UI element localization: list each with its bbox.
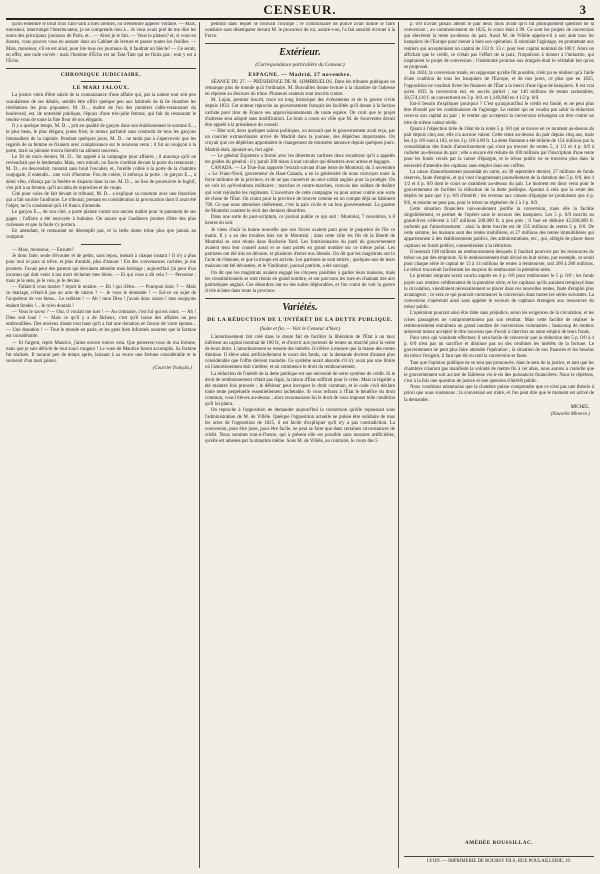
paragraph: Cité pour voies de fait devant le tribunal, M. D... a expliqué sa conduite avec une franchise qui a fait sourire l'auditoire. Le tribunal, prenant en considération la provocation dont il avait été l'objet, ne l'a condamné qu'à 16 francs d'amende. (6, 191, 196, 210)
paragraph: Le premier emprunt serait conclu auprès en 4 p. 0/0 pour rembourser le 5 p. 0/0 ; les fonds payés aux rentiers créditeraient de la première série, et les capitaux qu'ils auraient remployé dans la circulation, viendraient nécessairement se placer dans ces nouvelles rentes, faute d'emploi plus avantageux ; ce sera ce qui pourrait commencer la conversion dans toutes les séries suivantes. La conversion s'opérerait ainsi sans appeler le secours de capitaux étrangers aux ressources du trésor public. (404, 274, 594, 311)
paragraph: La justice vient d'être saisie de la connaissance d'une affaire qui, par la nature tout soit peu scandaleuse de ses détails, semble être offrir quelque peu aux habitués de la 6e chambre les révélations les plus piquantes. M. D..., maître de l'un des premiers cafés-restaurants du boulevard, est, de notoriété publique, l'époux d'une très-jolie femme, qui fait du restaurant le rendez-vous de toute la fine fleur de nos élégants. (6, 93, 196, 124)
paragraph: Je donc faite, seule d'écouter et de petits, sans repos, menait à chaque instant ! Il n'y a plus pour moi ni paix ni trêve, et plus d'amitié, plus d'amour ! Est des convenances cachées, je me promets. J'avais peur des parents qui devraient attendre mon héritage ; aujourd'hui j'ai peur d'un inconnu qui doit venir à ma mort réclamer mes biens. — Et qui vous a dit cela ? — Personne ; mais je le sens, je le vois, je le devine. (6, 254, 196, 284)
paragraph: Nous voudrions néanmoins que la chambre puisse comprendre que ce n'est pas une théorie à priori que nous soutenons ; la conversion est mûre, et l'on peut dire que le moment est arrivé de la demander. (404, 385, 594, 403)
gerant-name: AMÉDÉE ROUSSILLAC. (464, 840, 534, 846)
article-source: (Nouvelle Minerve.) (550, 411, 590, 417)
paragraph: — Fallait-il vous marier ? reprit le notaire. — Eh ! qui d'être... — Pourquoi donc ? — Mais ce mariage, n'était-il pas un acte de raison ? — Je vous le demande ! — Est-ce un sujet de l'acquéreur de vos biens... Le scélérat ! — Ah ! mon Dieu ! j'avais donc raison ! mes soupçons étaient fondés !... Je m'en doutais ! (6, 285, 196, 309)
paragraph: Quant à l'objection tirée de l'état de la rente 5 p. 0/0 qui se trouve en ce moment au-dessus du pair depuis cinq ans, elle n'a aucune valeur. Cette rente au-dessus du pair depuis cinq ans, mais les 4 p. 0/0 sont à 102, et les 3 p. 0/0 à 80 fr. La dette flottante a été réduite de 154 millions par la consolidation des fonds d'amortissement qui n'ont pu trouver de rentes 5, 4 1/2 et 4 p. 0/0 à racheter au-dessous du pair ; elle a encore été réduite de 100 millions par l'inscription d'une rente pour les fonds versés par la caisse d'épargne, et le trésor public ne se trouvera plus dans la nécessité d'attendre des capitaux sans emploi dans ses coffres. (404, 126, 594, 169)
printer-imprint: LYON. — IMPRIMERIE DE BOURSY FILS, RUE POULAILLERIE, 19. (404, 856, 594, 864)
paragraph: En attendant, le restaurant ne désemplit pas, et la belle dame trône plus que jamais au comptoir. (6, 228, 196, 240)
paragraph: SÉANCE DU 27. — PRÉSIDENCE DE M. SOMBRUELOS. Dans les tribunes publiques on remarque plus de monde qu'à l'ordinaire. M. Bravailles donne lecture à la chambre de l'adresse en réponse au discours du trône. Plusieurs orateurs sont inscrits contre. (205, 79, 395, 98)
article-signature: MICHEL. (570, 404, 590, 410)
paragraph: La caisse d'amortissement possédait en outre, au 30 septembre dernier, 27 millions de fonds réservés, faute d'emploi, et qui vont s'augmentant journellement de la dotation des 5 p. 0/0, des 4 1/2 et 4 p. 0/0 dont le cours se maintient au-dessus du pair. Le moment est donc venu pour le gouvernement de faciliter la réduction de la dette publique. Ajoutez à cela que la rente des dépôts ne paie que 3 p. 0/0 d'intérêt ; les revenus aux caisses d'épargne ne produisent que 4 p. 0/0, et ensuite ne peut pas, pour le trésor se régénérer de 2 à 3 p. 0/0. (404, 169, 594, 206)
column-2 (205, 22, 395, 872)
paragraph: M. Lujan, premier inscrit, trace un long historique des événements et de la guerre civile depuis 1833. Cet orateur reproche au gouvernement français les facilités qu'il donne à la faction carliste pour tirer de France ses approvisionnements de toute espèce. On croit que le projet d'adresse sera adopté sans modification. Le bruit a couru en ville que M. de Sourvestes devait être appelé à la présidence du conseil. (205, 98, 395, 128)
paragraph: p. 0/0 n'avait jamais atteint le pair deux mois avant qu'il fût publiquement question de la conversion ; au commencement de 1825, le cours était à 99. Ce sont les projets de conversion qui élevèrent la rente au-dessus du pair. Aussi M. de Villèle appela-t-il à son aide tous les banquiers de l'Europe pour mener à bien son opération. Il stimulait l'agiotage, en promettant aux rentiers qui accepteraient un capital de 133 fr. 33 c. pour leur capital nominal de 100 f. Alors on affichait que le crédit, ce n'était pas l'effort de la paix, l'impulsion à donner à l'industrie, qui inspiraient le projet de conversion ; l'indemnité promise aux émigrés était le véritable but qu'on se proposait. (404, 22, 594, 71)
section-heading-judiciaire: CHRONIQUE JUDICIAIRE. (60, 72, 142, 79)
paragraph: On dit que les magistrats avaient engagé les citoyens paisibles à garder leurs maisons, mais les constitutionnels se sont réunis en grand nombre, et ont parcouru les rues en chantant des airs patriotiques anglais. Ces désordres ont eu des suites déplorables, et l'on craint de voir la guerre civile éclater dans toute la province. (205, 270, 395, 295)
section-rule (205, 43, 395, 44)
correspondence-note: (Correspondance particulière du Censeur.) (255, 62, 345, 69)
paragraph: — Vous le savez ? — Oui, il voulait me tuer ! — Au contraire, c'est lui qui est mort. — Ah ! Dieu soit loué ! — Mais ce qu'il y a de fâcheux, c'est qu'il laisse des affaires un peu embrouillées. Des envieux disent tout haut qu'il a fait une donation en faveur de votre épouse... — Une donation ! — Tout le monde en parle, et les gens bien informés assurent que la fortune est considérable. (6, 309, 196, 340)
paragraph: Dans une sorte de post-scriptum, ce journal publie ce qui suit : Montréal, 7 novembre, à 8 heures du soir. (205, 215, 395, 227)
paragraph: Le 30 du mois dernier, M. D... fut appelé à la campagne pour affaires ; il annonça qu'il ne reviendrait que le lendemain. Mais, vers minuit, un fiacre s'arrêtait devant la porte du restaurant ; M. D... en descendait, montait sans bruit l'escalier, et, l'oreille collée à la porte de la chambre conjugale, il entendit... une voix d'homme. Fou de colère, il enfonça la porte : le garçon E..., à demi vêtu, s'élança par la fenêtre et disparut dans la rue. M. D..., au lieu de poursuivre le fugitif, s'en prit à sa femme, qu'il accabla de reproches et de coups. (6, 154, 196, 191)
paragraph: Cette situation financière non-seulement justifie la conversion, mais elle la facilite singulièrement, et permet de l'opérer sans le secours des banquiers. Les 5 p. 0/0 inscrits au grand-livre s'élèvent à 147 millions 500,000 fr. à peu près ; il faut en déduire 43,560,000 fr. rachetés par l'amortissement : ainsi la dette inscrite est de 135 millions de rentes 5 p. 0/0. De cette somme, les maisons sont des rentes mobilières, et 27 millions des rentes immobilières qui appartiennent à des établissements publics, des administrations, etc., qui, obligés de placer leurs capitaux en fonds publics, consentiraient à la réduction. (404, 206, 594, 249)
paragraph: qu'on entendre le bruit d'un Tam-Tam à mes oreilles, ou d'entendre appeler Voltaire. — Mais, monsieur, interrompit l'interlocuteur, je ne comprends rien à... Je vous avais prié de me dire les noms des principaux journaux de Paris, et... — Ainsi je le fais. — Vous le plaisez? et, si vous en doutez, vous pouvez vous en assurer dans un Cabinet de lecture et passer toutes les feuilles. — Mais, monsieur, s'il en est ainsi, pour lire tous ces journaux-là, il faudrait un Siècle? — Ce serait, en effet, une rude corvée ; mais l'homme d'Écho est un Tam-Tam qui ne finira pas ; tout y est à l'Écho. (6, 22, 196, 64)
paragraph: — Hier soir, deux quelques salons politiques, on assurait que le gouvernement avait reçu, par un courrier extraordinaire arrivé de Madrid dans la journée, des dépêches importantes. On croyait que ces dépêches apportaient le changement de ministère annoncé depuis quelques jours. Madrid était, ajoutait-on, fort agité. (205, 129, 395, 153)
page-number: 3 (579, 2, 586, 17)
paragraph: L'opération pourrait ainsi être faite sans préjudice, selon les exigences de la circulation, et les crises passagères ne compromettraient pas son résultat. Mais cette facilité de réaliser le remboursement entraînera un grand nombre de conversions volontaires ; beaucoup de rentiers aimeront mieux accepter le titre nouveau que d'avoir à chercher un autre emploi de leurs fonds. (404, 311, 594, 335)
paragraph: — Le général Espartero a formé avec les déserteurs carlistes deux escadrons qu'il a appelés les guides du général ; il y paraît 300 réaux à tout cavalier qui désertera avec armes et bagages. (205, 153, 395, 165)
paragraph: Il y a quelque temps, M. D..., prit en qualité de garçon dans son établissement le nommé E..., le plus beau, le plus élégant, jeune frisé, le mieux parfumé sans contredit de tous les garçons limonadiers de la capitale. Pendant quelques jours, M. D... ne tarda pas à s'apercevoir que les regards de sa femme se fixaient avec complaisance sur le nouveau venu ; il fut un soupçon à la porte, mais sa jalousie trouva bientôt un aliment nouveau. (6, 124, 196, 154)
paragraph: Je viens d'ouïr la bonne nouvelle que nos forces avaient paru pour le paquebot de l'île ce matin. Il y a eu des troubles hier sur le Montréal ; dans cette ville les fils de la liberté de Montréal se sont réunis dans Rockerie Yard. Les fonctionnaires du parti du gouvernement avaient tenu leur conseil aussi et se sont portés en grand nombre sur ce même point. Les patriotes ont été mis en déroute, et plusieurs d'entre eux blessés. On dit que les magistrats ont lu l'acte de l'émeute, et que la troupe est arrivée. Les patriotes se sont retirés ; quelques-uns de leurs maisons ont été dévastées, et le Vindicator, journal patriote, a été saccagé. (205, 227, 395, 270)
top-rule (6, 18, 594, 20)
paragraph: Tant que l'opinion publique ne se sera pas prononcée, dans le sens de la justice, et tant que les chambres n'auront pas manifesté la volonté de mettre fin à cet abus, nous aurons à craindre que le gouvernement soit accusé de faiblesse vis-à-vis des puissances financières. Nous le répétons, c'est à la fois une question de justice et une question d'intérêt public. (404, 360, 594, 385)
section-rule (81, 81, 121, 82)
masthead (10, 0, 590, 18)
paragraph: CANADA. — Le True-Sun rapporte l'extrait suivant d'une lettre de Montréal, du 3 novembre : « Le Franc-Nord, gouverneur du Haut-Canada, a en la générosité de nous convoyer toute la force militaire de la province, et de ne pas conserver au seul soldat anglais pour la protéger. On ne voit ici qu'évolutions militaires ; marches et contre-marches, convois des soldats de théâtre qui vont rejoindre les régiments. L'ouverture de cette campagne va pour armer contre une sorte de chose de l'État. On craint pour la province de trouver comme en un compte déjà un bâtiment 700. Ce que nous attendons réellement, c'est la paix civile et un bon gouvernement. La gazette de Montréal contient le récit des derniers désordres. (205, 165, 395, 215)
section-rule (205, 298, 395, 299)
paragraph: La réduction de l'intérêt de la dette publique est une nécessité de notre système de crédit. Si le droit de remboursement n'était pas légal, la raison d'État suffirait pour le créer. Mais la légalité a été maintes fois prouvée ; le débiteur peut invoquer le droit commun, et le code civil déclare toute rente perpétuelle essentiellement rachetable. Si vous refusez à l'État le bénéfice du droit commun, vous l'élevez au-dessus ; alors reconnaissez-lui le droit de vous imposer telle condition qu'il lui plaira. (205, 371, 395, 408)
paragraph: Le garçon E..., de son côté, a porté plainte contre son ancien maître pour le paiement de ses gages ; l'affaire a été renvoyée à huitaine. On assure que l'audience promet d'être des plus curieuses et que la foule s'y portera. (6, 210, 196, 228)
paragraph: L'amortissement fait créé dans le doute fait de faciliter la libération de l'État à un taux inférieur au capital nominal de 100 fr., et d'ouvrir aux porteurs de rentes un marché pour la vente de leurs titres. L'amortissement se ressent des intérêts. Il s'élève à mesure que la masse des rentes diminue. Il élève ainsi artificiellement le cours des fonds, car la demande devient d'autant plus considérable que l'offre devient moindre. Ce système serait absurde s'il n'y avait pas une limite où l'amortissement doit s'arrêter, et où commence le droit du remboursement. (205, 334, 395, 371)
dateline-espagne: ESPAGNE. — Madrid, 27 novembre. (248, 71, 352, 78)
column-1 (6, 22, 196, 872)
article-subheading: (Suite et fin. — Voir le Censeur d'hier.) (259, 326, 341, 333)
paragraph: pétition dans lequel se trouvait l'inculpé ; le commissaire de police avait donné le faire conduire sans désemparer devant M. le procureur du roi, assuré-t-on, l'a fait aussitôt écrouer à la Force. (205, 22, 395, 40)
section-rule (81, 244, 121, 245)
column-divider-1 (199, 22, 200, 868)
paragraph: On reproche à l'opposition de demander aujourd'hui la conversion qu'elle repoussait sous l'administration de M. de Villèle. Quelque l'opposition actuelle ne puisse être solidaire de tous les actes de l'opposition de 1825, il est facile d'expliquer qu'il n'y a pas contradiction. La conversion, pour être juste, pour être facile, ne peut se faire que dans certaines circonstances de crédit. Nous sommes tout-à-l'heure, qui à présent elle est possible sans mesures artificielles, qu'elle est amenée par la situation même. Sous M. de Villèle, au contraire, le cours des 5 (205, 408, 395, 445)
newspaper-title: CENSEUR. (263, 2, 337, 17)
paragraph: — Et l'argent, reprit Maurice, j'aime encore mieux cela. Que penserez-vous de ma fortune, mais que je suis délivré de tout souci rongeur ! Le voeu de Maurice furent accomplis. Sa fortune fut réalisée. Il mourut peu de temps après, laissant à sa veuve une fortune considérable et le souvenir d'un mari jaloux. (6, 340, 196, 364)
section-heading-exterieur: Extérieur. (279, 47, 321, 59)
section-heading-varietes: Variétés. (282, 302, 318, 314)
section-rule (6, 68, 196, 69)
column-3 (404, 22, 594, 842)
paragraph: Pour ceux qui voudront effectuer, il sera facile de concevoir que la réduction des 5 p. 0/0 à 4 p. 0/0 n'est pas un sacrifice et diminue pas un des centimes les intérêts de la fortune. Le gouvernement ne peut plus faire attendre l'opération ; la situation de nos finances et les besoins du trésor l'exigent, il faut que tôt ou tard la conversion se fasse. (404, 335, 594, 360)
paragraph: Est-il besoin d'expliquer pourquoi ? C'est qu'aujourd'hui le crédit est fondé, et ne peut plus être ébranlé par les combinaisons de l'agiotage. Le rentier qui ne voudra pas subir la réduction recevra son capital au pair ; le rentier qui acceptera la conversion échangera un titre contre un titre de même valeur réelle. (404, 102, 594, 126)
column-divider-2 (398, 22, 399, 868)
paragraph: En 1824, la conversion totale, en supposant qu'elle fût possible, n'eût pu se réaliser qu'à l'aide d'une coalition de tous les banquiers de l'Europe, et de nos jours, ce plus que en 1825, l'opposition ne voudrait livrer les finances de l'État à la merci d'une ligue de banquiers. Il est vrai qu'en 1825 la conversion eut, en succès partiel ; sur 140 millions de rentes rachetables, 30,574,116 f. se convertirent en 3 p. 0/0, et 1,149,840 en 4 1/2 p. 0/0. (404, 71, 594, 101)
article-heading-mari-jaloux: LE MARI JALOUX. (72, 85, 130, 92)
article-signature: (Courrier français.) (152, 366, 192, 372)
article-heading-reduction: DE LA RÉDUCTION DE L'INTÉRÊT DE LA DETTE PUBLIQUE. (207, 317, 393, 324)
paragraph: Il resterait 108 millions au remboursement desquels il faudrait pourvoir par les ressources du trésor ou par des emprunts. Si le remboursement était divisé en huit séries, par exemple, ce serait pour chaque série le capital de 13 à 14 millions de rentes à rembourser, soit 260 à 280 millions. Le trésor trouverait facilement les moyens de rembourser la première série. (404, 249, 594, 274)
paragraph: — Mais, monsieur, — Ensuite? (12, 248, 74, 254)
